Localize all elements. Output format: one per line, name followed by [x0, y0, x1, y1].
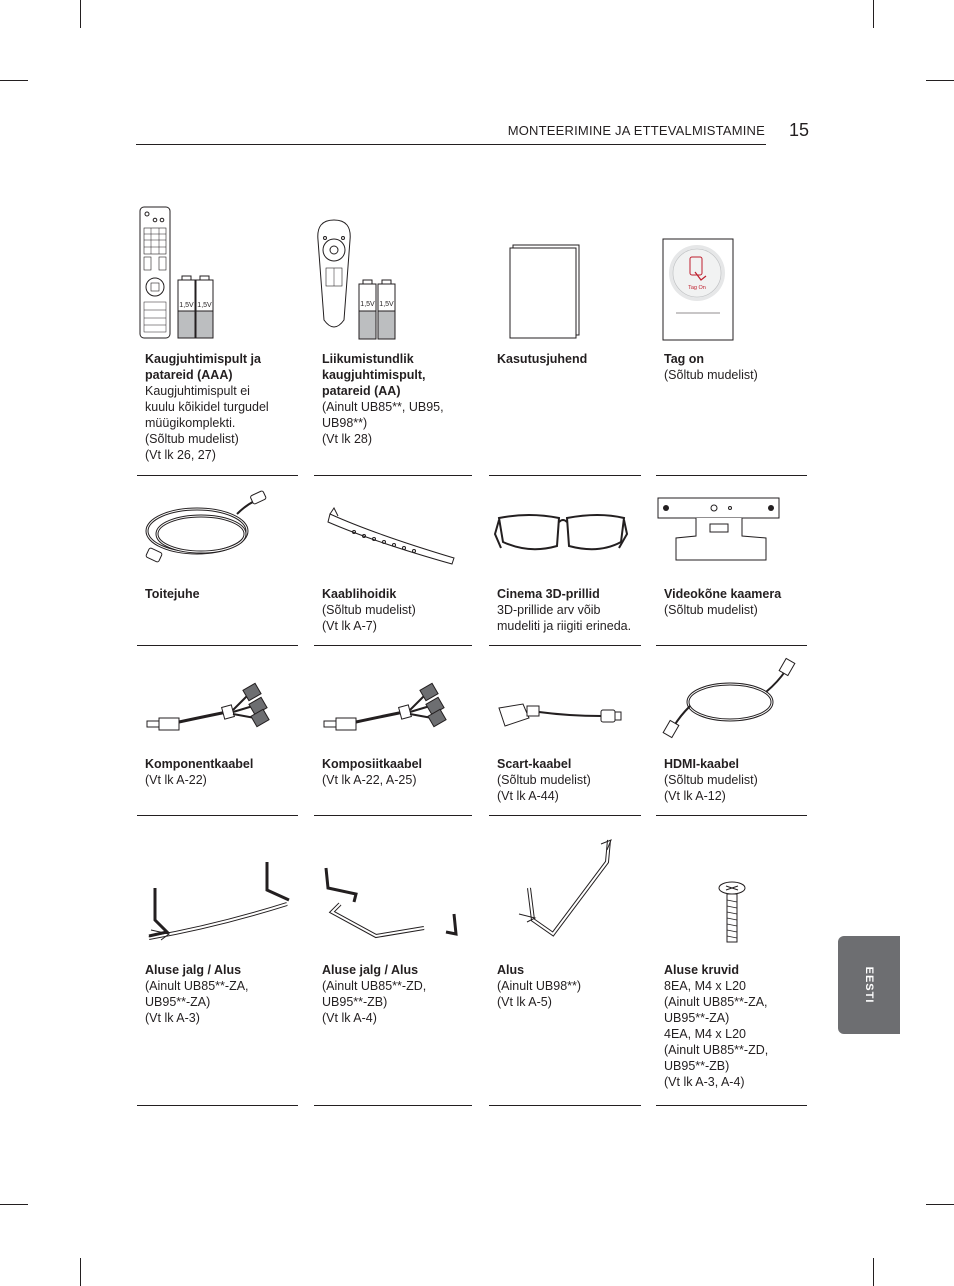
crop-mark [80, 0, 81, 28]
language-tab [838, 936, 900, 1034]
item-cell [314, 816, 472, 1106]
item-divider [656, 1105, 807, 1106]
item-cell [314, 646, 472, 816]
composite-cable-icon [314, 646, 472, 746]
item-description: (Sõltub mudelist) (Vt lk A-12) [664, 773, 758, 803]
section-title: MONTEERIMINE JA ETTEVALMISTAMINE [507, 123, 765, 138]
item-description: Kaugjuhtimispult ei kuulu kõikidel turgudel müügikomplekti. (Sõltub mudelist) (Vt lk 26, 27) [145, 384, 269, 462]
item-cell [137, 816, 298, 1106]
item-title: Komponentkaabel [145, 757, 254, 771]
item-divider [314, 1105, 472, 1106]
item-caption [322, 962, 468, 1026]
item-cell [137, 646, 298, 816]
item-title: Cinema 3D-prillid [497, 587, 600, 601]
item-description: (Ainult UB85**-ZD, UB95**-ZB) (Vt lk A-4) [322, 979, 427, 1025]
item-cell [656, 646, 807, 816]
item-title: Kasutusjuhend [497, 352, 588, 366]
item-description: 3D-prillide arv võib mudeliti ja riigiti erineda. [497, 603, 632, 633]
item-cell [489, 646, 641, 816]
item-divider [489, 1105, 641, 1106]
crop-mark [873, 0, 874, 28]
item-cell [489, 476, 641, 646]
item-title: Alus [497, 963, 525, 977]
item-divider [137, 1105, 298, 1106]
item-caption [322, 351, 468, 447]
item-cell [137, 200, 298, 476]
item-caption [145, 962, 294, 1026]
item-caption [664, 351, 803, 383]
item-title: HDMI-kaabel [664, 757, 740, 771]
item-description: (Ainult UB85**, UB95, UB98**) (Vt lk 28) [322, 400, 444, 446]
tag-on-icon [656, 200, 807, 350]
item-title: Aluse jalg / Alus [322, 963, 419, 977]
item-description: (Sõltub mudelist) [664, 368, 758, 382]
camera-icon [656, 476, 807, 576]
item-caption [145, 756, 294, 788]
scart-cable-icon [489, 646, 641, 746]
item-description: (Ainult UB98**) (Vt lk A-5) [497, 979, 582, 1009]
crop-mark [0, 1204, 28, 1205]
item-cell [656, 476, 807, 646]
item-title: Aluse kruvid [664, 963, 740, 977]
item-cell [489, 200, 641, 476]
stand-ub98-icon [489, 816, 641, 956]
item-caption [497, 962, 637, 1010]
item-description: (Vt lk A-22, A-25) [322, 773, 417, 787]
item-title: Aluse jalg / Alus [145, 963, 242, 977]
item-title: Scart-kaabel [497, 757, 572, 771]
item-caption [497, 586, 637, 634]
battery-label: 1,5V [360, 301, 375, 308]
battery-label: 1,5V [197, 302, 212, 309]
item-title: Videokõne kaamera [664, 587, 782, 601]
crop-mark [873, 1258, 874, 1286]
item-caption [497, 756, 637, 804]
item-cell [656, 816, 807, 1106]
page-number: 15 [789, 120, 810, 140]
language-tab-label: EESTI [863, 966, 875, 1004]
cable-holder-icon [314, 476, 472, 576]
item-caption [322, 756, 468, 788]
header-divider [136, 144, 766, 145]
item-cell [489, 816, 641, 1106]
stand-zd-icon [314, 816, 472, 956]
item-cell [314, 476, 472, 646]
screw-icon [656, 816, 807, 956]
item-title: Kaablihoidik [322, 587, 397, 601]
tag-on-label: Tag On [688, 285, 706, 291]
item-caption [145, 351, 294, 463]
power-cord-icon [137, 476, 298, 576]
hdmi-cable-icon [656, 646, 807, 746]
item-title: Kaugjuhtimispult ja patareid (AAA) [145, 352, 261, 382]
item-caption [664, 586, 803, 618]
item-caption [322, 586, 468, 634]
item-title: Tag on [664, 352, 705, 366]
3d-glasses-icon [489, 476, 641, 576]
item-title: Komposiitkaabel [322, 757, 423, 771]
component-cable-icon [137, 646, 298, 746]
magic-remote-icon [314, 200, 472, 350]
item-title: Toitejuhe [145, 587, 200, 601]
item-description: (Sõltub mudelist) [664, 603, 758, 617]
item-caption [664, 962, 803, 1090]
item-caption [497, 351, 637, 367]
stand-za-icon [137, 816, 298, 956]
item-description: (Ainult UB85**-ZA, UB95**-ZA) (Vt lk A-3) [145, 979, 249, 1025]
item-caption [664, 756, 803, 804]
battery-label: 1,5V [179, 302, 194, 309]
manual-icon [489, 200, 641, 350]
crop-mark [926, 80, 954, 81]
item-description: (Vt lk A-22) [145, 773, 207, 787]
crop-mark [80, 1258, 81, 1286]
item-caption [145, 586, 294, 602]
item-description: 8EA, M4 x L20 (Ainult UB85**-ZA, UB95**-ZA) 4EA, M4 x L20 (Ainult UB85**-ZD, UB95**-ZB) (Vt lk A-3, A-4) [664, 979, 769, 1089]
item-cell [137, 476, 298, 646]
item-title: Liikumistundlik kaugjuhtimispult, patareid (AA) [322, 352, 426, 398]
crop-mark [926, 1204, 954, 1205]
crop-mark [0, 80, 28, 81]
remote-and-batteries-icon [137, 200, 298, 350]
item-description: (Sõltub mudelist) (Vt lk A-7) [322, 603, 416, 633]
item-description: (Sõltub mudelist) (Vt lk A-44) [497, 773, 591, 803]
item-cell [314, 200, 472, 476]
item-cell [656, 200, 807, 476]
battery-label: 1,5V [379, 301, 394, 308]
